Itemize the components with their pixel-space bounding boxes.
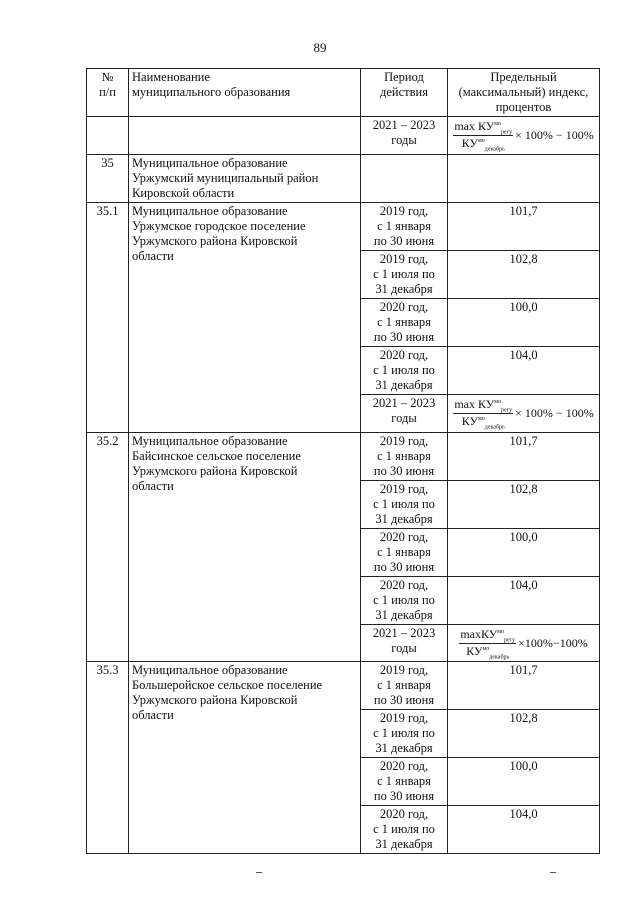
header-index: Предельный (максимальный) индекс, процентов: [448, 69, 600, 117]
index-cell: 104,0: [448, 806, 600, 854]
period-cell: 2020 год, с 1 января по 30 июня: [361, 298, 448, 346]
table-row: [87, 154, 600, 202]
formula-denominator: $КУ^{мо}_{декабрь}$: [466, 643, 510, 661]
period-cell: 2021 – 2023 годы: [361, 624, 448, 662]
period-cell: 2020 год, с 1 января по 30 июня: [361, 528, 448, 576]
table-row: [87, 202, 600, 250]
period-cell: 2019 год, с 1 июля по 31 декабря: [361, 480, 448, 528]
tariff-index-table: [86, 68, 600, 854]
index-formula: [459, 626, 587, 661]
scan-speck: [550, 872, 556, 873]
formula-fraction: [459, 627, 516, 661]
index-cell: 102,8: [448, 710, 600, 758]
period-cell: 2021 – 2023 годы: [361, 394, 448, 432]
index-formula: [453, 118, 593, 153]
formula-denominator: $КУ^{мо}_{декабрь}$: [461, 136, 505, 153]
formula-numerator: $\max КУ^{мо}_{регу}$: [454, 119, 513, 136]
period-cell: 2020 год, с 1 июля по 31 декабря: [361, 576, 448, 624]
formula-fraction: [453, 119, 513, 153]
municipality-name: Муниципальное образование Большеройское сельское поселение Уржумского района Кировской области: [129, 662, 361, 854]
period-cell: 2020 год, с 1 июля по 31 декабря: [361, 806, 448, 854]
index-cell: [448, 117, 600, 155]
index-cell: 101,7: [448, 662, 600, 710]
index-cell: 104,0: [448, 576, 600, 624]
index-cell: [448, 624, 600, 662]
formula-tail: ×100%−100%: [518, 635, 588, 650]
period-cell: 2019 год, с 1 января по 30 июня: [361, 662, 448, 710]
period-cell: [361, 154, 448, 202]
header-period: Период действия: [361, 69, 448, 117]
row-number: [87, 117, 129, 155]
row-number: 35.3: [87, 662, 129, 854]
period-cell: 2019 год, с 1 июля по 31 декабря: [361, 250, 448, 298]
municipality-name: Муниципальное образование Уржумское городское поселение Уржумского района Кировской области: [129, 202, 361, 432]
period-cell: 2019 год, с 1 января по 30 июня: [361, 202, 448, 250]
table-row: [87, 432, 600, 480]
header-num: № п/п: [87, 69, 129, 117]
formula-tail: × 100% − 100%: [515, 128, 594, 143]
page-number: 89: [313, 40, 327, 55]
table-body: [87, 117, 600, 854]
row-number: 35.2: [87, 432, 129, 662]
formula-tail: × 100% − 100%: [515, 406, 594, 421]
table-row: [87, 662, 600, 710]
index-cell: 100,0: [448, 758, 600, 806]
index-cell: 100,0: [448, 528, 600, 576]
municipality-name: Муниципальное образование Уржумский муниципальный район Кировской области: [129, 154, 361, 202]
period-cell: 2019 год, с 1 июля по 31 декабря: [361, 710, 448, 758]
index-cell: [448, 154, 600, 202]
table-row: [87, 117, 600, 155]
index-cell: 101,7: [448, 202, 600, 250]
index-cell: 102,8: [448, 250, 600, 298]
row-number: 35.1: [87, 202, 129, 432]
formula-numerator: $\max КУ^{мо}_{регу}$: [454, 396, 513, 414]
period-cell: 2020 год, с 1 января по 30 июня: [361, 758, 448, 806]
municipality-name: [129, 117, 361, 155]
index-formula: [453, 396, 593, 431]
index-cell: 104,0: [448, 346, 600, 394]
index-cell: 102,8: [448, 480, 600, 528]
index-cell: 101,7: [448, 432, 600, 480]
municipality-name: Муниципальное образование Байсинское сельское поселение Уржумского района Кировской области: [129, 432, 361, 662]
period-cell: 2020 год, с 1 июля по 31 декабря: [361, 346, 448, 394]
period-cell: 2019 год, с 1 января по 30 июня: [361, 432, 448, 480]
formula-numerator: maxКУ$^{мо}_{регу}$: [460, 626, 516, 643]
scan-speck: [256, 872, 262, 873]
index-cell: [448, 394, 600, 432]
period-cell: 2021 – 2023 годы: [361, 117, 448, 155]
table-header-row: [87, 69, 600, 117]
header-name: Наименование муниципального образования: [129, 69, 361, 117]
formula-denominator: $КУ^{мо}_{декабрь}$: [461, 414, 505, 431]
index-cell: 100,0: [448, 298, 600, 346]
row-number: 35: [87, 154, 129, 202]
formula-fraction: [453, 397, 513, 431]
